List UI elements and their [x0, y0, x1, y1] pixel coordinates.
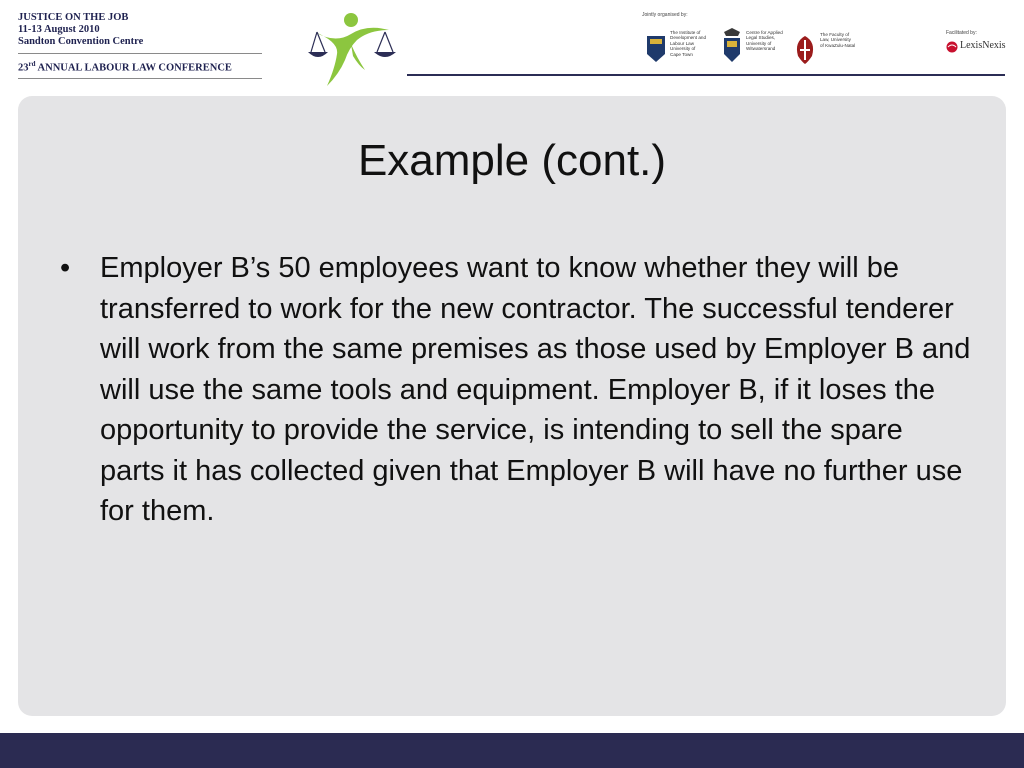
bullet-dot-icon: •	[60, 252, 71, 284]
uct-crest-icon	[644, 26, 668, 70]
bullet-text: Employer B’s 50 employees want to know whether they will be transferred to work for the new contractor. The successful tenderer will work from the same premises as those used by Employer B and will use the same tools and equipment. Employer B, if it loses the opportunity to provide the service, is intending to sell the spare parts it has collected given that Employer B will have no further use for them.	[100, 252, 971, 527]
org-ukzn-text: The Faculty of Law, University of KwaZulu-Natal	[820, 32, 856, 48]
lexisnexis-icon	[946, 41, 958, 53]
conference-divider-bottom	[18, 78, 262, 79]
conference-dates: 11-13 August 2010	[18, 24, 100, 35]
conference-info	[18, 12, 268, 79]
justice-scales-logo-icon	[305, 10, 397, 88]
conference-divider	[18, 53, 262, 54]
wits-crest-icon	[720, 26, 744, 70]
org-wits-text: Centre for Applied Legal Studies, University of Witwatersrand	[746, 30, 783, 52]
org-uct-text: The Institute of Development and Labour Law University of Cape Town	[670, 30, 707, 57]
slide-title: Example (cont.)	[357, 136, 667, 185]
lexisnexis-label: LexisNexis	[960, 40, 1006, 51]
ukzn-crest-icon	[792, 26, 818, 70]
conference-venue: Sandton Convention Centre	[18, 36, 144, 47]
conference-title: JUSTICE ON THE JOB	[18, 12, 129, 23]
header-rule	[407, 74, 1005, 76]
conference-edition: 23rd ANNUAL LABOUR LAW CONFERENCE	[18, 60, 232, 74]
organisers	[640, 12, 870, 72]
footer-bar	[0, 733, 1024, 768]
jointly-label: Jointly organised by:	[642, 12, 688, 18]
slide-header	[0, 0, 1024, 92]
facilitated-label: Facilitated by:	[946, 30, 977, 36]
